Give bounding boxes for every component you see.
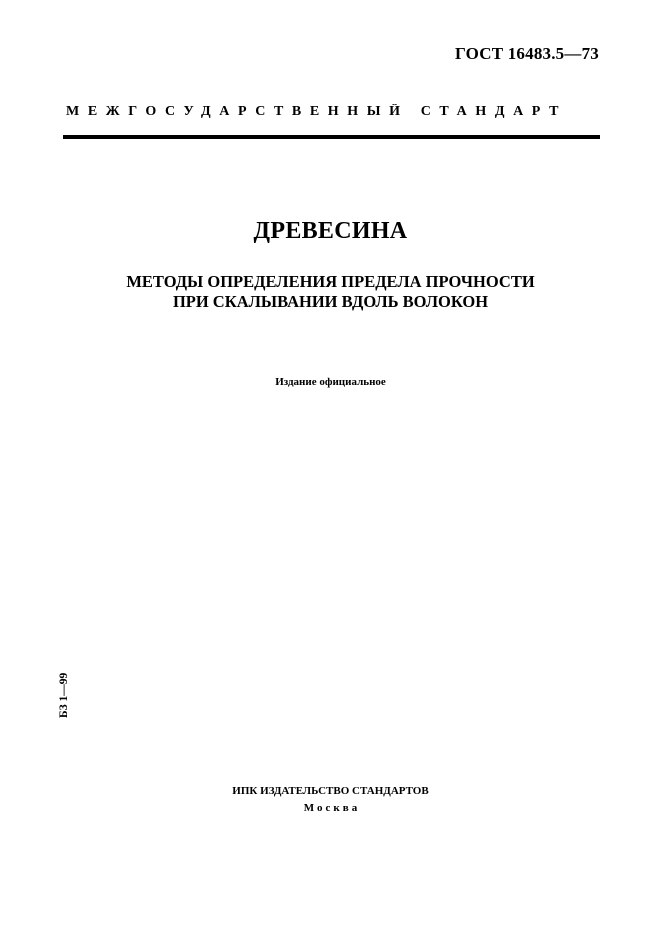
publisher-name: ИПК ИЗДАТЕЛЬСТВО СТАНДАРТОВ: [232, 785, 429, 797]
document-subtitle: [0, 272, 661, 312]
subtitle-line-1: МЕТОДЫ ОПРЕДЕЛЕНИЯ ПРЕДЕЛА ПРОЧНОСТИ: [126, 272, 535, 291]
publisher-city: Москва: [303, 802, 361, 814]
edition-note: Издание официальное: [275, 376, 386, 388]
subtitle-line-2: ПРИ СКАЛЫВАНИИ ВДОЛЬ ВОЛОКОН: [172, 292, 489, 311]
standard-type-heading: МЕЖГОСУДАРСТВЕННЫЙ СТАНДАРТ: [66, 104, 568, 119]
document-code: ГОСТ 16483.5—73: [455, 44, 599, 63]
header-divider: [63, 135, 600, 139]
side-mark: БЗ 1—99: [58, 672, 70, 718]
document-title: ДРЕВЕСИНА: [253, 218, 408, 244]
